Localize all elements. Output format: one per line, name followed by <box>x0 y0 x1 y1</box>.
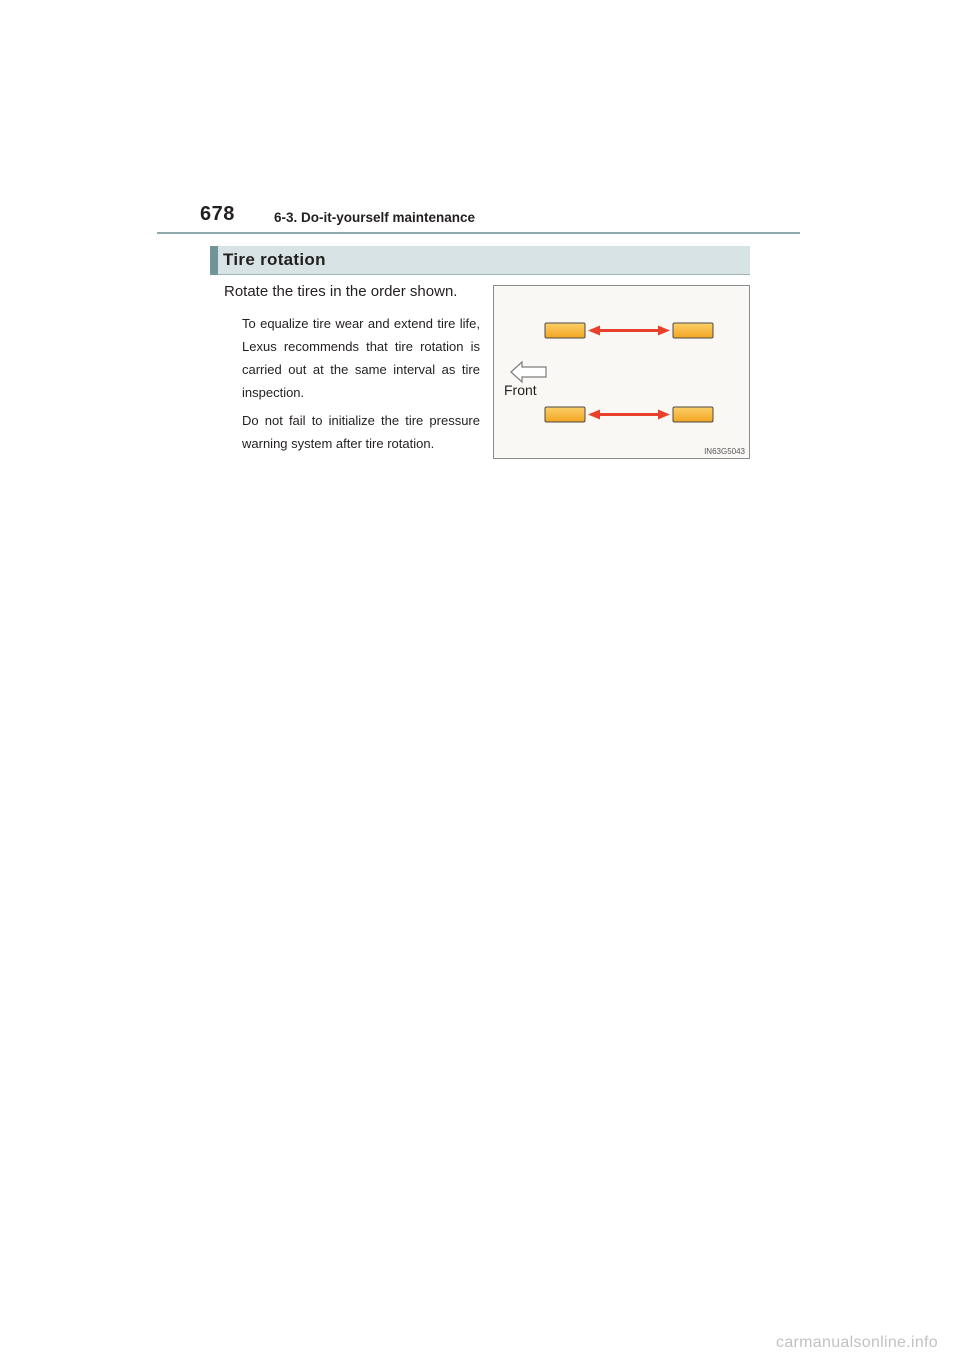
section-heading-accent <box>210 246 218 275</box>
paragraph-tire-wear: To equalize tire wear and extend tire life, Lexus recommends that tire rotation is carried out at the same interval as tire inspection. <box>242 316 480 400</box>
rotation-arrow-top <box>588 326 670 336</box>
tire-rotation-figure <box>493 285 750 459</box>
chapter-title: 6-3. Do-it-yourself maintenance <box>274 210 476 225</box>
watermark-text: carmanualsonline.info <box>776 1334 938 1351</box>
front-label: Front <box>504 382 537 398</box>
tire-rear-right <box>673 407 713 422</box>
front-direction-arrow-icon <box>511 362 546 382</box>
page-number: 678 <box>200 203 235 225</box>
section-heading-bar <box>210 246 750 275</box>
rotation-arrow-bottom <box>588 410 670 420</box>
page-header <box>200 203 800 235</box>
tire-rotation-diagram <box>494 286 749 458</box>
tire-front-left <box>545 323 585 338</box>
figure-code: IN63G5043 <box>704 447 745 456</box>
section-title: Tire rotation <box>223 250 326 269</box>
tire-front-right <box>545 407 585 422</box>
header-divider <box>157 232 800 234</box>
lead-instruction: Rotate the tires in the order shown. <box>224 283 458 300</box>
tire-rear-left <box>673 323 713 338</box>
paragraph-tpms-initialize: Do not fail to initialize the tire pressure warning system after tire rotation. <box>242 413 480 451</box>
